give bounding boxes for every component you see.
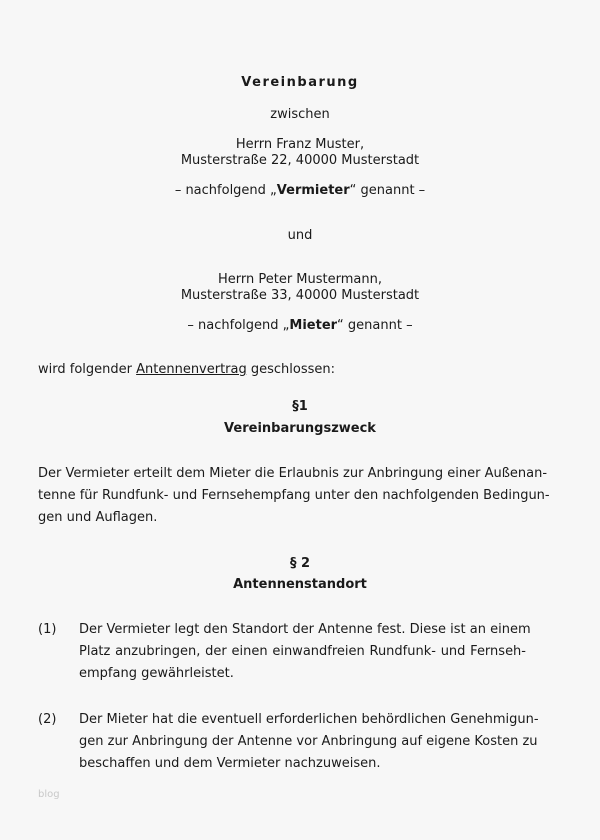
party2-address: Musterstraße 33, 40000 Musterstadt — [180, 288, 420, 303]
section1-line: Der Vermieter erteilt dem Mieter die Erlaubnis zur Anbringung einer Außenan- — [38, 466, 548, 481]
clause-line: empfang gewährleistet. — [79, 666, 234, 681]
section1-line: gen und Auflagen. — [38, 510, 158, 525]
section2-heading: Antennenstandort — [233, 577, 367, 592]
clause-number: (1) — [38, 622, 57, 637]
clause-line: beschaffen und dem Vermieter nachzuweisen. — [79, 756, 381, 771]
section2-number: § 2 — [289, 556, 311, 571]
between-label: zwischen — [270, 107, 330, 122]
section1-heading: Vereinbarungszweck — [224, 421, 376, 436]
party1-address: Musterstraße 22, 40000 Musterstadt — [180, 153, 420, 168]
section1-line: tenne für Rundfunk- und Fernsehempfang unter den nachfolgenden Bedingun- — [38, 488, 550, 503]
clause-line: gen zur Anbringung der Antenne vor Anbringung auf eigene Kosten zu — [79, 734, 538, 749]
watermark: blog — [38, 789, 60, 800]
party1-name: Herrn Franz Muster, — [235, 137, 365, 152]
contract-type-link: Antennenvertrag — [136, 362, 247, 377]
clause-line: Der Mieter hat die eventuell erforderlichen behördlichen Genehmigun- — [79, 712, 539, 727]
party2-name: Herrn Peter Mustermann, — [217, 272, 382, 287]
party1-role: – nachfolgend „Vermieter“ genannt – — [174, 183, 426, 198]
party2-role: – nachfolgend „Mieter“ genannt – — [187, 318, 413, 333]
section1-number: §1 — [292, 399, 308, 414]
clause-line: Platz anzubringen, der einen einwandfreien Rundfunk- und Fernseh- — [79, 644, 526, 659]
clause-line: Der Vermieter legt den Standort der Antenne fest. Diese ist an einem — [79, 622, 531, 637]
document-title: Vereinbarung — [241, 75, 359, 90]
and-label: und — [287, 228, 313, 243]
intro-text: wird folgender Antennenvertrag geschlossen: — [38, 362, 336, 377]
clause-number: (2) — [38, 712, 57, 727]
